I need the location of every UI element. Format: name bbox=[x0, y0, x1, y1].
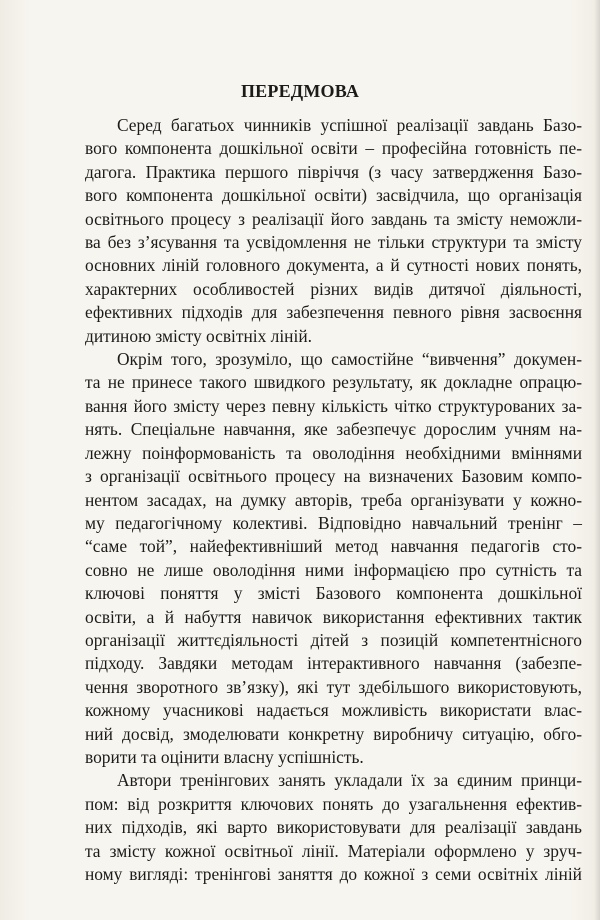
text-line: ному вигляді: тренінгові заняття до кожної з семи освітніх ліній bbox=[85, 864, 582, 884]
paragraph-2 bbox=[85, 348, 582, 769]
text-line: му педагогічному колективі. Відповідно навчальний тренінг – bbox=[85, 512, 582, 533]
page-spine-shadow bbox=[594, 0, 600, 920]
text-line: характерних особливостей різних видів дитячої діяльності, bbox=[85, 278, 582, 299]
text-line: організації життєдіяльності дітей з позицій компетентнісного bbox=[85, 629, 582, 650]
paragraph-1 bbox=[85, 114, 582, 348]
text-line: пом: від розкриття ключових понять до узагальнення ефектив- bbox=[85, 793, 582, 814]
text-line: нентом засадах, на думку авторів, треба організувати у кожно- bbox=[85, 489, 582, 510]
text-line: них підходів, які варто використовувати для реалізації завдань bbox=[85, 817, 582, 838]
text-line: вого компонента дошкільної освіти – професійна готовність пе- bbox=[85, 138, 582, 159]
text-line: та не принесе такого швидкого результату, як докладне опрацю- bbox=[85, 372, 582, 393]
text-line: нять. Спеціальне навчання, яке забезпечує дорослим учням на- bbox=[85, 419, 582, 440]
page-title: ПЕРЕДМОВА bbox=[240, 81, 360, 102]
text-line: дагога. Практика першого півріччя (з часу затвердження Базо- bbox=[85, 161, 582, 182]
text-line: та змісту кожної освітньої лінії. Матеріали оформлено у зруч- bbox=[85, 840, 582, 861]
text-line: підходу. Завдяки методам інтерактивного навчання (забезпе- bbox=[85, 653, 582, 674]
text-line: Автори тренінгових занять укладали їх за єдиним принци- bbox=[117, 770, 582, 791]
text-line: вого компонента дошкільної освіти) засвідчила, що організація bbox=[85, 185, 582, 206]
text-line: “саме той”, найефективніший метод навчання педагогів сто- bbox=[85, 536, 582, 557]
text-line: ний досвід, змоделювати конкретну виробничу ситуацію, обго- bbox=[85, 723, 582, 744]
text-line: ворити та оцінити власну успішність. bbox=[85, 746, 364, 767]
text-line: основних ліній головного документа, а й сутності нових понять, bbox=[85, 255, 582, 276]
document-body bbox=[85, 114, 582, 886]
text-line: кожному учасникові надається можливість використати влас- bbox=[85, 700, 582, 721]
text-line: освітнього процесу з реалізації його завдань та змісту неможли- bbox=[85, 208, 582, 229]
text-line: лежну поінформованість та оволодіння необхідними вміннями bbox=[85, 442, 582, 463]
text-line: вання його змісту через певну кількість чітко структурованих за- bbox=[85, 395, 582, 416]
text-line: ефективних підходів для забезпечення певного рівня засвоєння bbox=[85, 302, 582, 323]
text-line: Серед багатьох чинників успішної реалізації завдань Базо- bbox=[117, 115, 582, 135]
text-line: чення зворотного зв’язку), які тут здебільшого використовують, bbox=[85, 676, 582, 697]
text-line: дитиною змісту освітніх ліній. bbox=[85, 325, 312, 346]
text-line: ключові поняття у змісті Базового компонента дошкільної bbox=[85, 583, 582, 604]
text-line: з організації освітнього процесу на визначених Базовим компо- bbox=[85, 466, 582, 487]
text-line: совно не лише оволодіння ними інформацією про сутність та bbox=[85, 559, 582, 580]
paragraph-3 bbox=[85, 769, 582, 886]
text-line: освіти, а й набуття навичок використання ефективних тактик bbox=[85, 606, 582, 627]
text-line: Окрім того, зрозуміло, що самостійне “вивчення” докумен- bbox=[117, 349, 582, 370]
text-line: ва без з’ясування та усвідомлення не тільки структури та змісту bbox=[85, 232, 582, 253]
